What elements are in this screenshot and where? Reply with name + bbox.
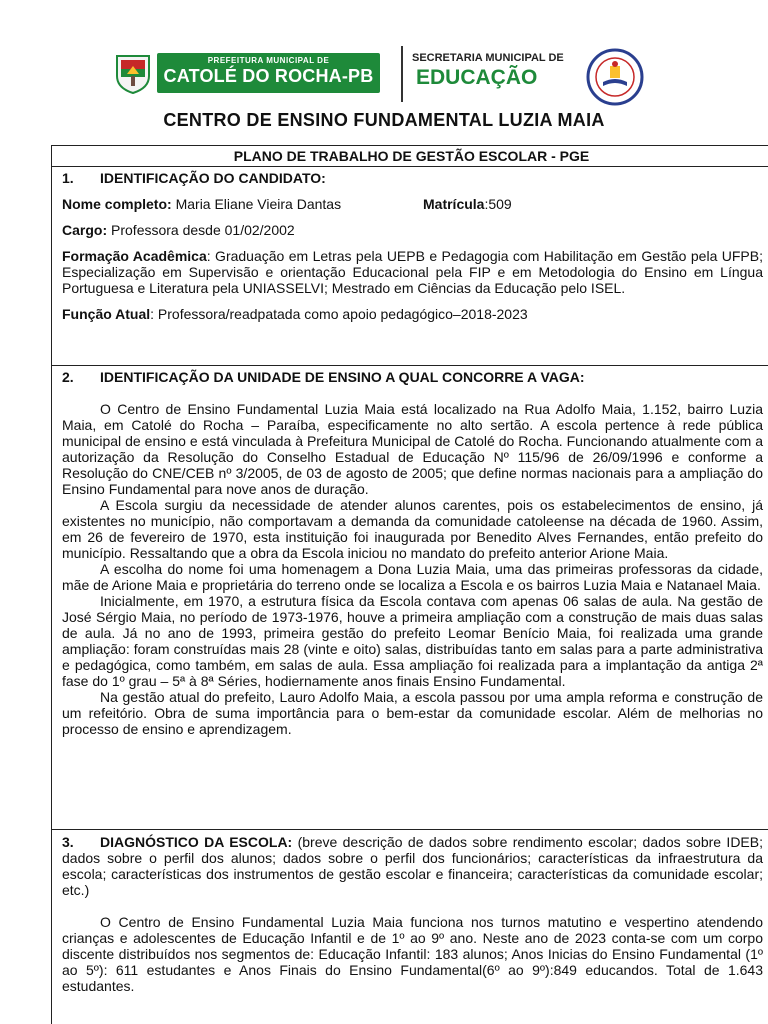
full-name-label: Nome completo: — [62, 196, 172, 212]
paragraph: Na gestão atual do prefeito, Lauro Adolfo Maia, a escola passou por uma ampla reforma e construção de um refeitório. Obra de suma importância para o bem-estar da comunidade escolar. Além de melhorias no processo de ensino e aprendizagem. — [62, 689, 763, 737]
section-title: DIAGNÓSTICO DA ESCOLA: — [100, 834, 293, 850]
cargo-field — [62, 222, 763, 238]
paragraph: Inicialmente, em 1970, a estrutura física da Escola contava com apenas 06 salas de aula. Na gestão de José Sérgio Maia, no período de 1973-1976, houve a primeira ampliação com a construção de mais duas salas de aula. Já no ano de 1993, primeira gestão do prefeito Leomar Benício Maia, foi realizada uma grande ampliação: foram construídas mais 28 (vinte e oito) salas, distribuídas tanto em salas para a parte administrativa e pedagógica, como também, em salas de aula. Essa ampliação foi realizada para a implantação da antiga 2ª fase do 1º grau – 5ª à 8ª Séries, hodiernamente anos finais Ensino Fundamental. — [62, 593, 763, 689]
city-crest-icon — [113, 52, 153, 94]
header-divider — [401, 46, 403, 102]
section-note: (breve descrição de dados sobre rendimento escolar; dados sobre IDEB; dados sobre o perfil dos alunos; dados sobre o perfil dos funcionários; características da infraestrutura da escola; características dos instrumentos de gestão escolar e financeira; características da comunidade escolar; etc.) — [62, 834, 763, 898]
section-school-unit-identification — [52, 366, 768, 830]
secretaria-name: EDUCAÇÃO — [416, 66, 538, 89]
section-number: 3. — [62, 834, 74, 850]
cargo-label: Cargo: — [62, 222, 108, 238]
matricula-field — [423, 196, 512, 212]
school-seal-icon — [586, 48, 644, 106]
formacao-field — [62, 248, 763, 296]
formacao-label: Formação Acadêmica — [62, 248, 207, 264]
paragraph: O Centro de Ensino Fundamental Luzia Maia está localizado na Rua Adolfo Maia, 1.152, bairro Luzia Maia, em Catolé do Rocha – Paraíba, especificamente no alto sertão. A escola pertence à rede pública municipal de ensino e está vinculada à Prefeitura Municipal de Catolé do Rocha. Funcionando atualmente com a autorização da Resolução do Conselho Estadual de Educação Nº 115/96 de 26/09/1996 e conforme a Resolução do CNE/CEB nº 3/2005, de 03 de agosto de 2005; que define normas nacionais para a ampliação do Ensino Fundamental para nove anos de duração. — [62, 401, 763, 497]
section-number: 1. — [62, 170, 74, 186]
section-title: IDENTIFICAÇÃO DA UNIDADE DE ENSINO A QUAL CONCORRE A VAGA: — [100, 369, 585, 385]
prefeitura-logo — [113, 52, 380, 94]
matricula-value: :509 — [484, 196, 512, 212]
section-number: 2. — [62, 369, 74, 385]
section-school-diagnosis — [52, 830, 768, 999]
section-title: IDENTIFICAÇÃO DO CANDIDATO: — [100, 170, 326, 186]
pge-form-table — [51, 145, 768, 1024]
secretaria-label: SECRETARIA MUNICIPAL DE — [412, 52, 564, 64]
full-name-value: Maria Eliane Vieira Dantas — [171, 196, 342, 212]
cargo-value: Professora desde 01/02/2002 — [107, 222, 295, 238]
full-name-field — [62, 196, 763, 212]
section-candidate-identification — [52, 167, 768, 366]
letterhead — [0, 40, 768, 110]
paragraph: A escolha do nome foi uma homenagem a Dona Luzia Maia, uma das primeiras professoras da cidade, mãe de Arione Maia e proprietária do terreno onde se localiza a Escola e os bairros Luzia Maia e Natanael Maia. — [62, 561, 763, 593]
funcao-label: Função Atual — [62, 306, 151, 322]
funcao-value: : Professora/readpatada como apoio pedagógico–2018-2023 — [150, 306, 528, 322]
funcao-field — [62, 306, 763, 322]
section-1-heading — [62, 170, 763, 186]
paragraph: A Escola surgiu da necessidade de atender alunos carentes, pois os estabelecimentos de ensino, já existentes no município, não comportavam a demanda da comunidade catoleense na década de 1960. Assim, em 26 de fevereiro de 1970, esta instituição foi inaugurada por Benedito Alves Fernandes, então prefeito do município. Ressaltando que a obra da Escola iniciou no mandato do prefeito anterior Arione Maia. — [62, 497, 763, 561]
section-2-heading — [62, 369, 763, 385]
prefeitura-banner — [157, 53, 380, 93]
school-title: CENTRO DE ENSINO FUNDAMENTAL LUZIA MAIA — [163, 110, 605, 130]
matricula-label: Matrícula — [423, 196, 485, 212]
formacao-value: : Graduação em Letras pela UEPB e Pedagogia com Habilitação em Gestão pela UFPB; Especialização em Supervisão e orientação Educacional pela FIP e em Metodologia do Ensino em Língua Portuguesa e Literatura pela UNIASSELVI; Mestrado em Ciências da Educação pelo ISEL. — [62, 248, 764, 296]
paragraph: O Centro de Ensino Fundamental Luzia Maia funciona nos turnos matutino e vespertino atendendo crianças e adolescentes de Educação Infantil e de 1º ao 9º ano. Neste ano de 2023 conta-se com um corpo discente distribuídos nos segmentos de: Educação Infantil: 183 alunos; Anos Inicias do Ensino Fundamental (1º ao 5º): 611 estudantes e Anos Finais do Ensino Fundamental(6º ao 9º):849 educandos. Total de 1.643 estudantes. — [62, 914, 763, 994]
document-title: PLANO DE TRABALHO DE GESTÃO ESCOLAR - PGE — [52, 146, 768, 167]
secretaria-logo — [412, 52, 582, 96]
city-name: CATOLÉ DO ROCHA-PB — [163, 66, 374, 86]
section-3-heading — [62, 834, 763, 898]
prefeitura-label: PREFEITURA MUNICIPAL DE — [207, 56, 330, 65]
